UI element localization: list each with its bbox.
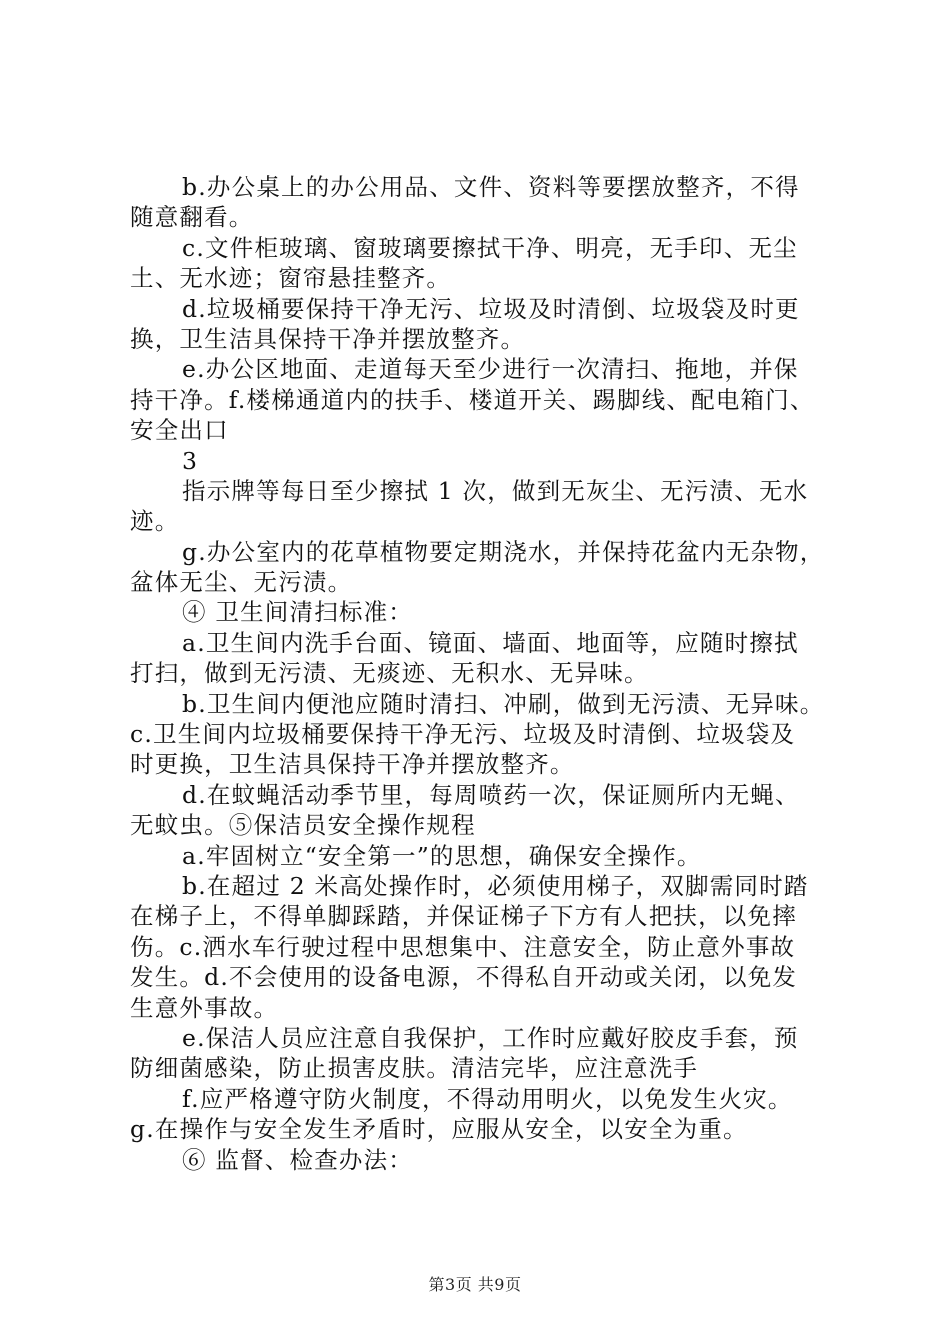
text-line: 指示牌等每日至少擦拭 1 次，做到无灰尘、无污渍、无水	[130, 476, 809, 505]
text-line: d.在蚊蝇活动季节里，每周喷药一次，保证厕所内无蝇、	[130, 780, 800, 809]
text-line: c.文件柜玻璃、窗玻璃要擦拭干净、明亮，无手印、无尘	[130, 233, 798, 262]
text-line: 时更换，卫生洁具保持干净并摆放整齐。	[130, 750, 575, 779]
text-line: 无蚊虫。⑤保洁员安全操作规程	[130, 811, 476, 840]
text-line: b.卫生间内便池应随时清扫、冲刷，做到无污渍、无异味。	[130, 689, 825, 718]
text-line: 防细菌感染，防止损害皮肤。清洁完毕，应注意洗手	[130, 1054, 699, 1083]
text-line: b.办公桌上的办公用品、文件、资料等要摆放整齐，不得	[130, 173, 800, 201]
page-number-inline: 3	[130, 446, 199, 475]
text-line: 土、无水迹；窗帘悬挂整齐。	[130, 264, 452, 293]
text-line: g.办公室内的花草植物要定期浇水，并保持花盆内无杂物，	[130, 537, 825, 566]
text-line: a.牢固树立“安全第一”的思想，确保安全操作。	[130, 841, 702, 870]
text-line: 发生。d.不会使用的设备电源，不得私自开动或关闭，以免发	[130, 963, 798, 992]
text-line: 打扫，做到无污渍、无痰迹、无积水、无异味。	[130, 659, 649, 688]
text-line: g.在操作与安全发生矛盾时，应服从安全，以安全为重。	[130, 1115, 748, 1144]
text-line: e.办公区地面、走道每天至少进行一次清扫、拖地，并保	[130, 355, 799, 384]
text-line: c.卫生间内垃圾桶要保持干净无污、垃圾及时清倒、垃圾袋及	[130, 720, 796, 749]
text-line: a.卫生间内洗手台面、镜面、墙面、地面等，应随时擦拭	[130, 628, 799, 657]
text-line: 盆体无尘、无污渍。	[130, 568, 353, 597]
text-line: f.应严格遵守防火制度，不得动用明火，以免发生火灾。	[130, 1084, 793, 1113]
text-line: 安全出口	[130, 416, 229, 445]
text-line: e.保洁人员应注意自我保护，工作时应戴好胶皮手套，预	[130, 1023, 799, 1052]
page-footer: 第3页 共9页	[428, 1275, 522, 1294]
text-line: 随意翻看。	[130, 203, 254, 232]
text-line: b.在超过 2 米高处操作时，必须使用梯子，双脚需同时踏	[130, 871, 809, 900]
text-line: 生意外事故。	[130, 993, 279, 1022]
text-line: d.垃圾桶要保持干净无污、垃圾及时清倒、垃圾袋及时更	[130, 294, 800, 323]
section-heading: ④ 卫生间清扫标准：	[130, 598, 413, 627]
text-line: 在梯子上，不得单脚踩踏，并保证梯子下方有人把扶，以免摔	[130, 902, 797, 931]
document-body	[130, 172, 835, 1175]
text-line: 伤。c.洒水车行驶过程中思想集中、注意安全，防止意外事故	[130, 932, 796, 961]
text-line: 持干净。f.楼梯通道内的扶手、楼道开关、踢脚线、配电箱门、	[130, 385, 815, 414]
text-line: 迹。	[130, 507, 180, 536]
section-heading: ⑥ 监督、检查办法：	[130, 1145, 413, 1174]
text-line: 换，卫生洁具保持干净并摆放整齐。	[130, 324, 526, 353]
